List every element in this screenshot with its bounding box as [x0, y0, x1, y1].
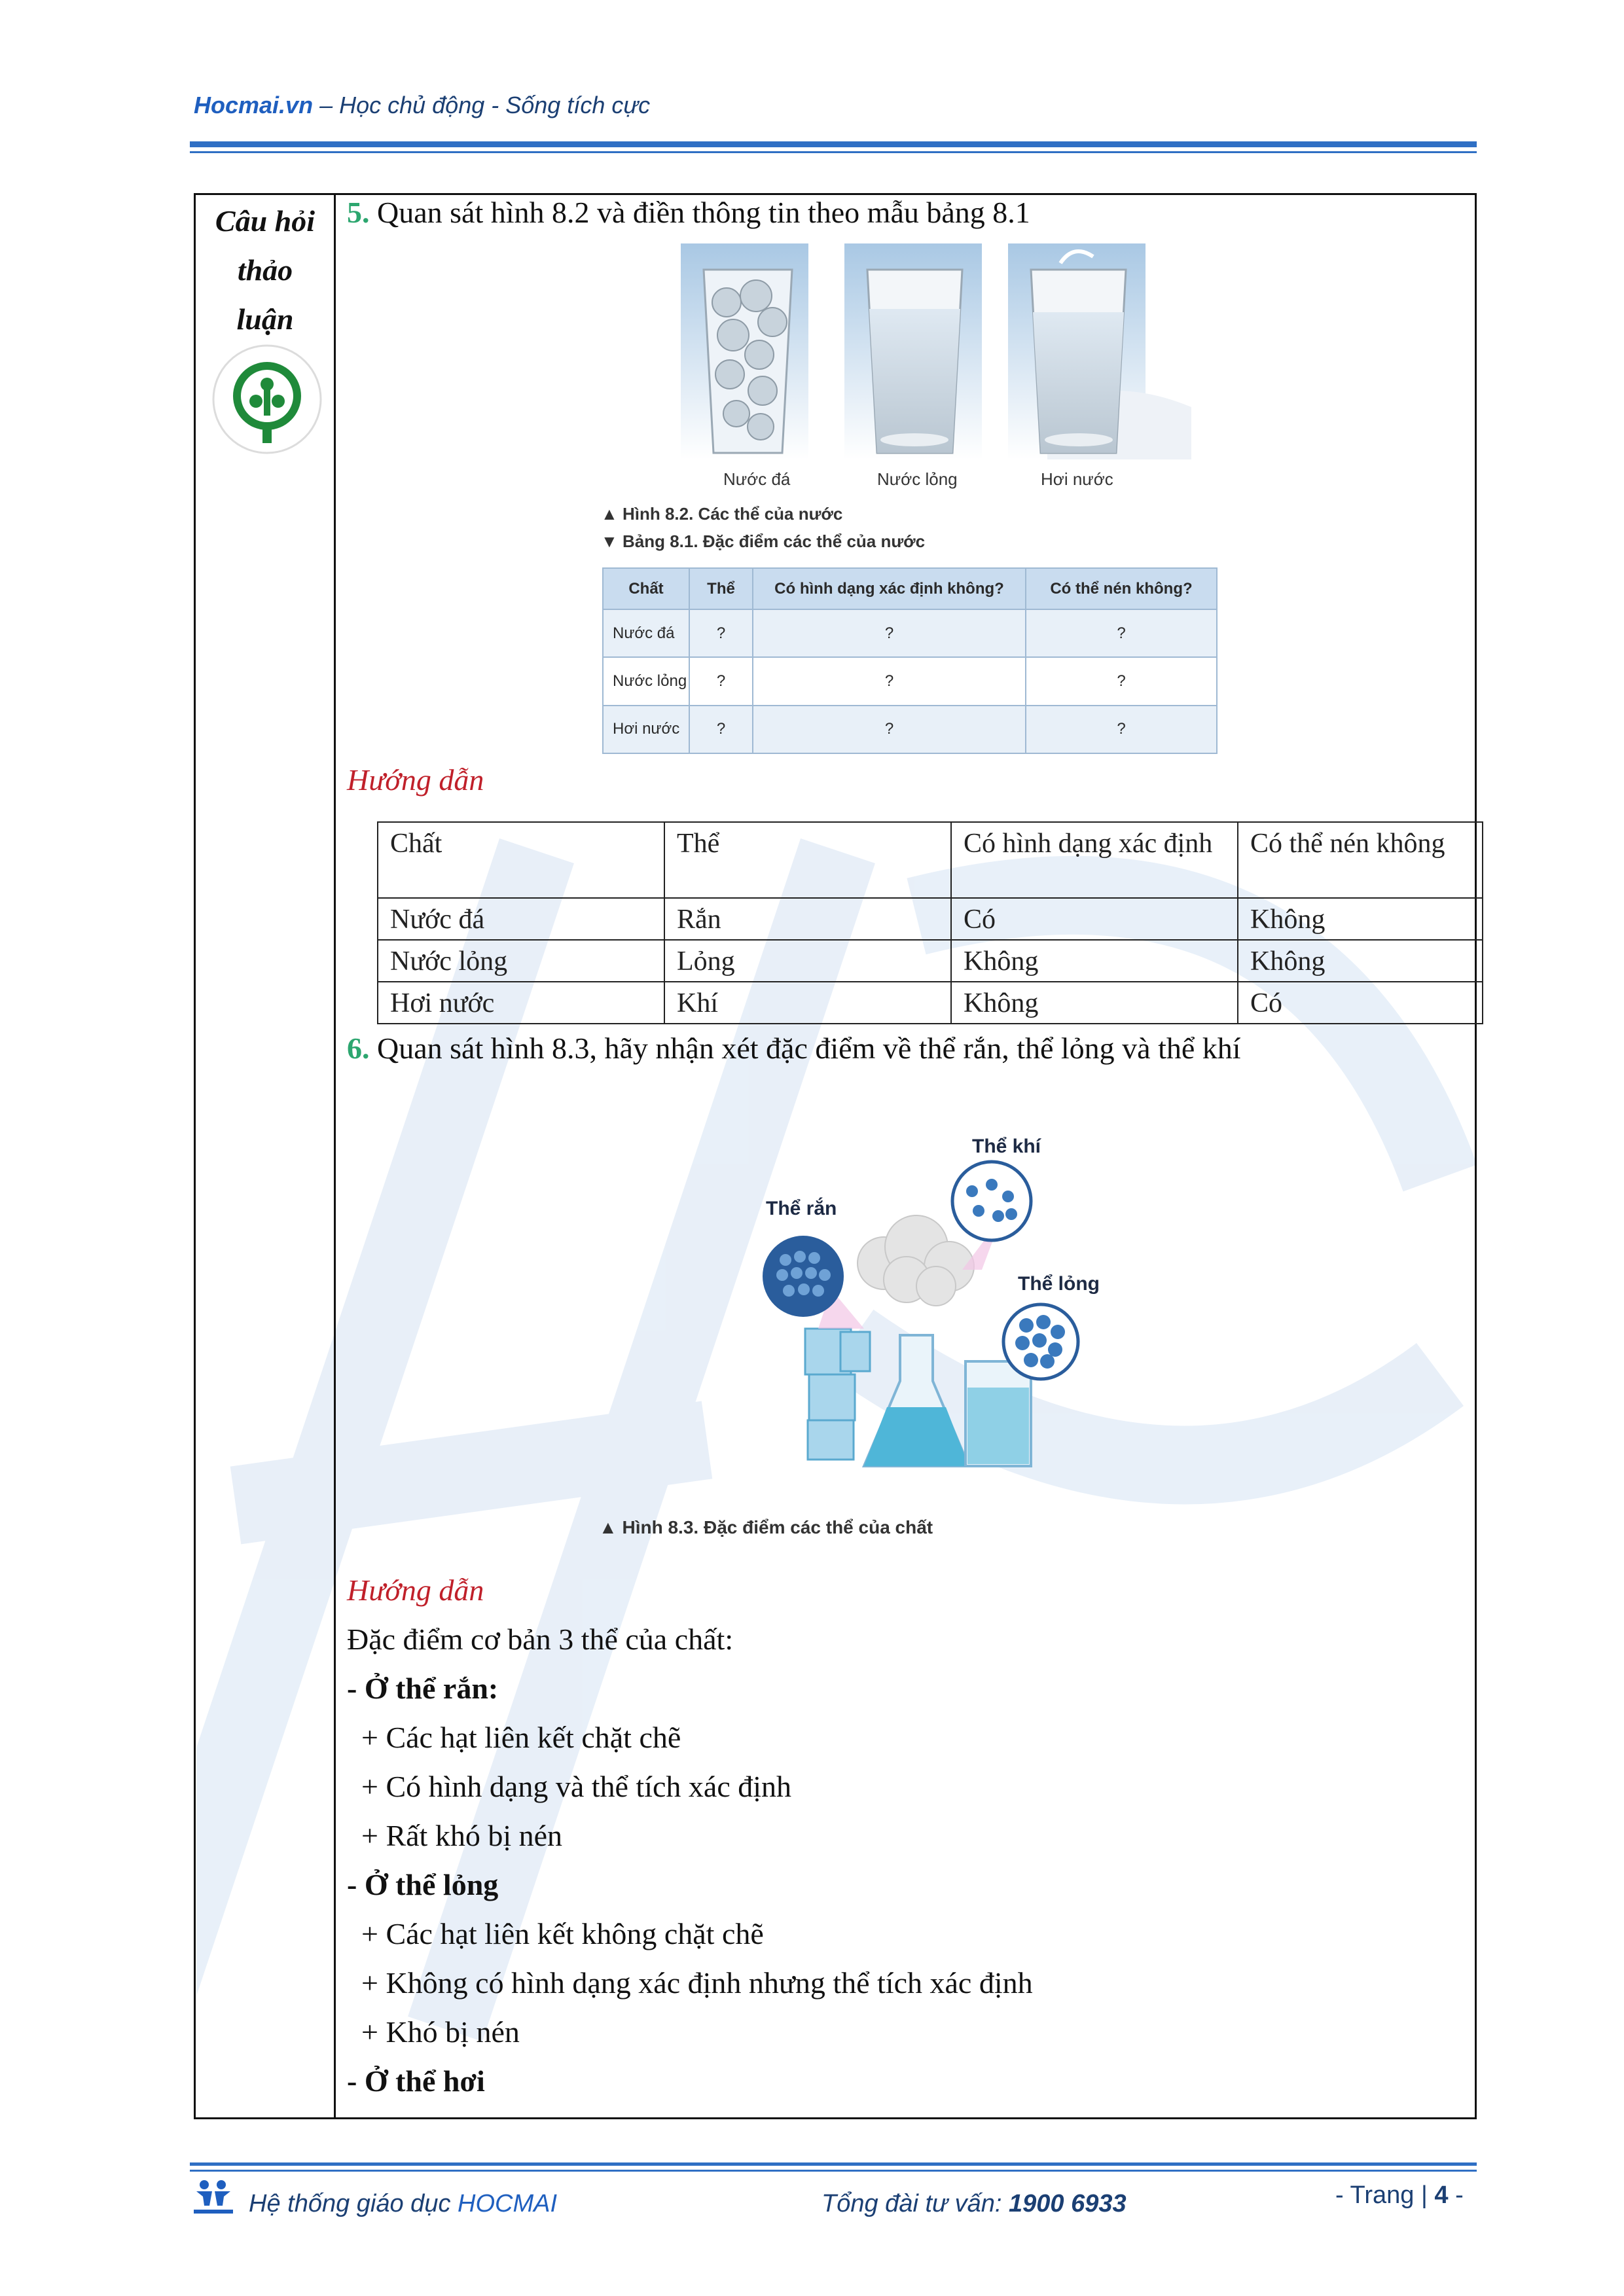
footer-system-brand: HOCMAI: [458, 2190, 558, 2217]
table-cell: Nước lỏng: [603, 657, 689, 705]
figure-8-2-caption: [601, 504, 842, 524]
table-cell: ?: [689, 657, 753, 705]
column-divider: [334, 193, 336, 2119]
table-cell: Không: [1238, 898, 1483, 940]
table-cell: ?: [1026, 706, 1217, 753]
gas-heading: - Ở thể hơi: [347, 2064, 485, 2098]
header-rule: [190, 141, 1477, 147]
answer-intro: Đặc điểm cơ bản 3 thể của chất:: [347, 1623, 734, 1656]
table-8-1-caption-text: Bảng 8.1. Đặc điểm các thể của nước: [622, 531, 926, 551]
table-cell: Hơi nước: [603, 706, 689, 753]
label-solid: Thể rắn: [766, 1198, 837, 1219]
table-row: [603, 657, 1217, 705]
table-cell: ?: [753, 657, 1026, 705]
page-number-prefix: - Trang |: [1335, 2181, 1435, 2209]
footer-rule: [190, 2162, 1477, 2166]
table-cell: Hơi nước: [378, 982, 664, 1024]
answer-head-cell: Có hình dạng xác định: [951, 822, 1238, 898]
glass-label-vapor: Hơi nước: [1041, 469, 1113, 489]
footer-hotline-number: 1900 6933: [1009, 2190, 1127, 2217]
table-cell: ?: [689, 706, 753, 753]
table-8-1-head-cell: Chất: [603, 568, 689, 609]
table-cell: ?: [1026, 609, 1217, 657]
table-row: [378, 898, 1483, 940]
glass-label-ice: Nước đá: [723, 469, 791, 489]
liquid-point: + Không có hình dạng xác định nhưng thể tích xác định: [361, 1966, 1033, 2000]
figure-8-2: [589, 243, 1218, 754]
header-rule-thin: [190, 151, 1477, 153]
question-6-number: 6.: [347, 1031, 370, 1065]
states-of-matter-illustration: [753, 1139, 1080, 1505]
footer-system: [249, 2190, 557, 2218]
figure-8-3-caption: [599, 1517, 933, 1538]
question-5-number: 5.: [347, 196, 370, 229]
table-cell: Nước lỏng: [378, 940, 664, 982]
table-cell: Không: [951, 982, 1238, 1024]
footer-system-prefix: Hệ thống giáo dục: [249, 2190, 458, 2217]
label-liquid: Thể lỏng: [1018, 1273, 1100, 1295]
table-cell: Không: [951, 940, 1238, 982]
footer-hotline: [821, 2190, 1127, 2218]
header-brand: Hocmai.vn: [194, 92, 314, 118]
table-cell: Lỏng: [664, 940, 951, 982]
question-6: [347, 1031, 1241, 1066]
discussion-icon: [211, 344, 323, 455]
page-header: [194, 92, 650, 119]
figure-8-3: [753, 1136, 1100, 1545]
solid-point: + Các hạt liên kết chặt chẽ: [361, 1721, 681, 1754]
table-cell: Có: [951, 898, 1238, 940]
answer-head-cell: Có thể nén không: [1238, 822, 1483, 898]
answer-table: [377, 821, 1483, 1024]
liquid-point: + Các hạt liên kết không chặt chẽ: [361, 1917, 764, 1950]
solid-heading: - Ở thể rắn:: [347, 1672, 499, 1705]
hocmai-logo-icon: [191, 2177, 236, 2216]
question-5: [347, 195, 1030, 230]
solid-point: + Có hình dạng và thể tích xác định: [361, 1770, 792, 1803]
page-number-suffix: -: [1448, 2181, 1464, 2209]
answer-head-cell: Thể: [664, 822, 951, 898]
liquid-heading: - Ở thể lỏng: [347, 1868, 499, 1901]
footer-rule-thin: [190, 2170, 1477, 2172]
table-cell: Khí: [664, 982, 951, 1024]
page-number-value: 4: [1434, 2181, 1449, 2209]
liquid-point: + Khó bị nén: [361, 2015, 520, 2049]
table-8-1-head-cell: Có hình dạng xác định không?: [753, 568, 1026, 609]
figure-8-2-caption-text: Hình 8.2. Các thể của nước: [622, 504, 843, 524]
table-row: [603, 706, 1217, 753]
table-8-1-head-cell: Thể: [689, 568, 753, 609]
page-number: [1335, 2181, 1464, 2210]
label-gas: Thể khí: [972, 1136, 1041, 1157]
table-row: [603, 609, 1217, 657]
question-6-text: Quan sát hình 8.3, hãy nhận xét đặc điểm về thể rắn, thể lỏng và thể khí: [369, 1031, 1241, 1065]
guide-label-6: Hướng dẫn: [347, 1573, 484, 1607]
footer-hotline-label: Tổng đài tư vấn:: [821, 2190, 1009, 2217]
table-cell: ?: [753, 706, 1026, 753]
table-cell: Có: [1238, 982, 1483, 1024]
table-cell: Rắn: [664, 898, 951, 940]
answer-head-cell: Chất: [378, 822, 664, 898]
table-cell: Nước đá: [378, 898, 664, 940]
section-label-line-3: luận: [236, 302, 294, 336]
triangle-up-icon: ▲: [601, 504, 623, 524]
table-cell: ?: [753, 609, 1026, 657]
table-8-1-caption: [601, 531, 925, 552]
section-label: [196, 196, 334, 344]
table-cell: ?: [1026, 657, 1217, 705]
header-tagline: – Học chủ động - Sống tích cực: [313, 92, 651, 118]
table-8-1: [602, 567, 1218, 754]
table-8-1-head-cell: Có thể nén không?: [1026, 568, 1217, 609]
table-row: [378, 982, 1483, 1024]
section-label-line-1: Câu hỏi: [215, 204, 316, 238]
table-cell: ?: [689, 609, 753, 657]
triangle-up-icon: ▲: [599, 1517, 623, 1537]
triangle-down-icon: ▼: [601, 531, 623, 551]
table-cell: Nước đá: [603, 609, 689, 657]
question-5-text: Quan sát hình 8.2 và điền thông tin theo mẫu bảng 8.1: [369, 196, 1030, 229]
section-label-line-2: thảo: [237, 253, 293, 287]
glass-label-liquid: Nước lỏng: [877, 469, 958, 489]
table-row: [378, 940, 1483, 982]
table-8-1-header: [603, 568, 1217, 609]
answer-table-header: [378, 822, 1483, 898]
solid-point: + Rất khó bị nén: [361, 1819, 563, 1852]
guide-label-5: Hướng dẫn: [347, 763, 484, 797]
table-cell: Không: [1238, 940, 1483, 982]
figure-8-3-caption-text: Hình 8.3. Đặc điểm các thể của chất: [622, 1517, 933, 1537]
